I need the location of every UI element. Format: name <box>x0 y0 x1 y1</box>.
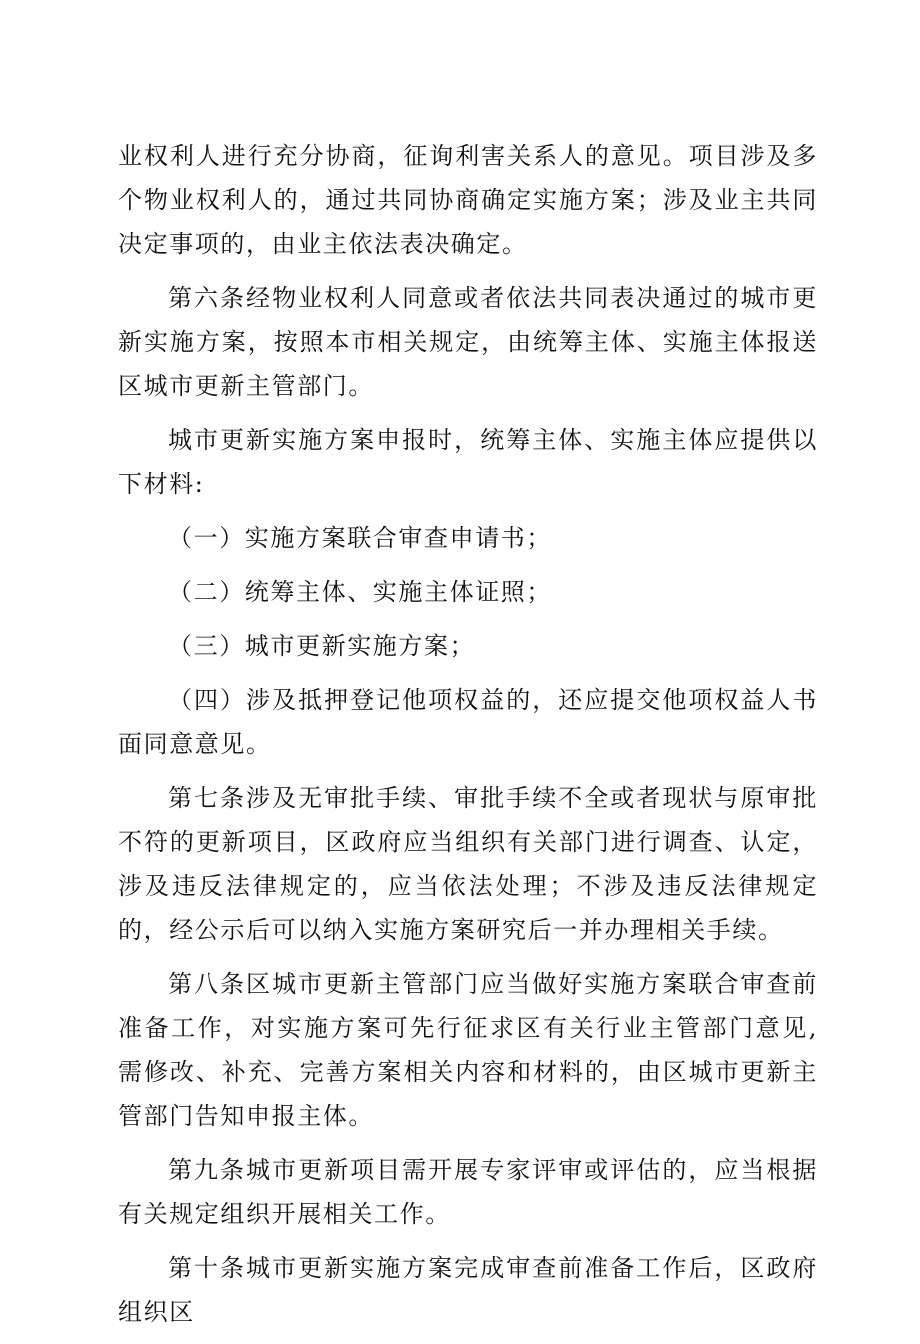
article-7: 第七条涉及无审批手续、审批手续不全或者现状与原审批不符的更新项目，区政府应当组织有关部门进行调查、认定，涉及违反法律规定的，应当依法处理；不涉及违反法律规定的，经公示后可以纳入实施方案研究后一并办理相关手续。 <box>118 784 818 944</box>
material-item-2: （二）统筹主体、实施主体证照； <box>168 578 552 606</box>
document-body <box>118 134 818 1344</box>
material-item-4: （四）涉及抵押登记他项权益的，还应提交他项权益人书面同意意见。 <box>118 686 818 758</box>
material-item-1: （一）实施方案联合审查申请书； <box>168 524 552 552</box>
material-item-3: （三）城市更新实施方案； <box>168 632 476 660</box>
application-materials-intro: 城市更新实施方案申报时，统筹主体、实施主体应提供以下材料: <box>118 426 818 498</box>
paragraph-continued-from-previous-page: 业权利人进行充分协商，征询利害关系人的意见。项目涉及多个物业权利人的，通过共同协商确定实施方案；涉及业主共同决定事项的，由业主依法表决确定。 <box>118 142 818 258</box>
article-8: 第八条区城市更新主管部门应当做好实施方案联合审查前准备工作，对实施方案可先行征求区有关行业主管部门意见,需修改、补充、完善方案相关内容和材料的，由区城市更新主管部门告知申报主体。 <box>118 970 818 1130</box>
article-9: 第九条城市更新项目需开展专家评审或评估的，应当根据有关规定组织开展相关工作。 <box>118 1156 818 1228</box>
article-10: 第十条城市更新实施方案完成审查前准备工作后，区政府组织区 <box>118 1254 818 1326</box>
article-6: 第六条经物业权利人同意或者依法共同表决通过的城市更新实施方案，按照本市相关规定，由统筹主体、实施主体报送区城市更新主管部门。 <box>118 284 818 400</box>
